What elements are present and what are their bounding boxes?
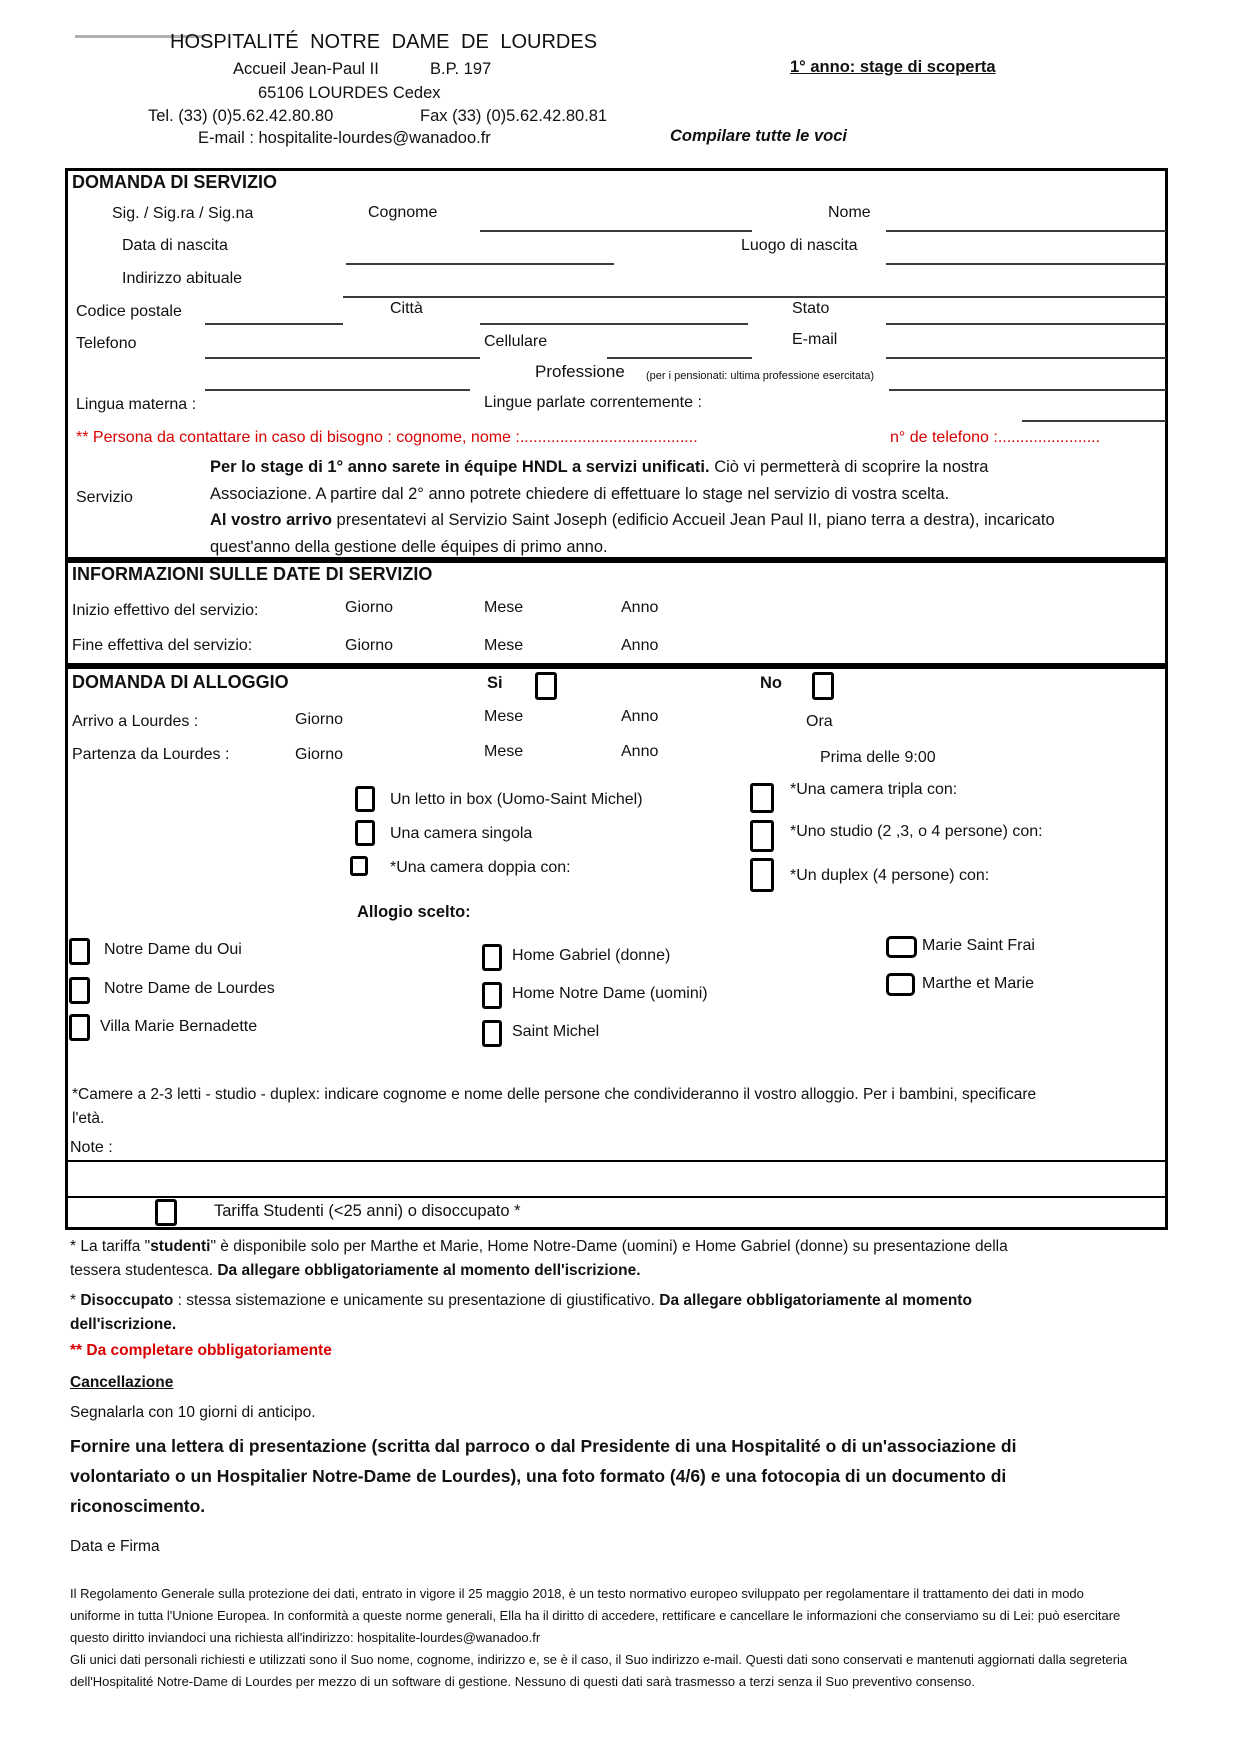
checkbox-villa-marie-bernadette[interactable]: [69, 1014, 90, 1041]
org-title: HOSPITALITÉ NOTRE DAME DE LOURDES: [170, 31, 598, 53]
marthe-et-marie-label: Marthe et Marie: [922, 975, 1035, 992]
header-accueil: Accueil Jean-Paul II: [233, 60, 379, 78]
gdpr-line3: questo diritto inviandoci una richiesta all'indirizzo: hospitalite-lourdes@wanadoo.fr: [70, 1630, 541, 1645]
fornire-line1: Fornire una lettera di presentazione (scritta dal parroco o dal Presidente di una Hospitalité o di un'associazione di: [70, 1436, 1017, 1456]
disoccupato-footnote-line1: [70, 1292, 972, 1311]
camere-note-line2: l'età.: [72, 1110, 105, 1127]
red-mandatory-note: ** Da completare obbligatoriamente: [70, 1342, 332, 1359]
emergency-phone-label: n° de telefono :.......................: [890, 429, 1101, 446]
email-field-label: E-mail: [792, 331, 838, 348]
disocc-mid: : stessa sistemazione e unicamente su presentazione di giustificativo.: [173, 1292, 660, 1309]
gdpr-line5: dell'Hospitalité Notre-Dame di Lourdes per mezzo di un software di gestione. Nessuno di questi dati sarà trasmesso a terzi senza il Suo preventivo consenso.: [70, 1674, 975, 1689]
header-tel: Tel. (33) (0)5.62.42.80.80: [148, 107, 334, 125]
citta-field-line[interactable]: [480, 323, 748, 325]
servizio-paragraph-2: Associazione. A partire dal 2° anno potrete chiedere di effettuare lo stage nel servizio di vostra scelta.: [210, 485, 950, 503]
telefono-field-line[interactable]: [205, 357, 480, 359]
checkbox-alloggio-no[interactable]: [812, 672, 834, 700]
fine-anno-label: Anno: [621, 637, 659, 654]
stato-field-line[interactable]: [886, 323, 1166, 325]
checkbox-marie-saint-frai[interactable]: [886, 936, 917, 958]
checkbox-camera-singola[interactable]: [355, 820, 375, 846]
students-fn-bold: studenti: [150, 1238, 211, 1255]
home-gabriel-label: Home Gabriel (donne): [512, 947, 671, 964]
notre-dame-de-lourdes-label: Notre Dame de Lourdes: [104, 980, 275, 997]
studio-label: *Uno studio (2 ,3, o 4 persone) con:: [790, 823, 1043, 840]
un-letto-in-box-label: Un letto in box (Uomo-Saint Michel): [390, 791, 643, 808]
servizio-p1-bold: Per lo stage di 1° anno sarete in équipe HNDL a servizi unificati.: [210, 458, 710, 476]
arrivo-giorno-label: Giorno: [295, 711, 344, 728]
students-fn2-pre: tessera studentesca.: [70, 1262, 218, 1279]
tariffa-studenti-label: Tariffa Studenti (<25 anni) o disoccupato *: [214, 1202, 521, 1220]
inizio-mese-label: Mese: [484, 599, 524, 616]
students-fn2-bold: Da allegare obbligatoriamente al momento dell'iscrizione.: [217, 1262, 641, 1279]
cognome-label: Cognome: [368, 204, 438, 221]
fine-mese-label: Mese: [484, 637, 524, 654]
disocc-bold: Disoccupato: [80, 1292, 174, 1309]
checkbox-duplex[interactable]: [750, 858, 774, 892]
prima-delle-label: Prima delle 9:00: [820, 749, 936, 766]
cognome-field-line[interactable]: [480, 230, 752, 232]
telefono-label: Telefono: [76, 335, 137, 352]
arrivo-anno-label: Anno: [621, 708, 659, 725]
luogo-nascita-label: Luogo di nascita: [741, 237, 858, 254]
emergency-contact-label: ** Persona da contattare in caso di bisogno : cognome, nome :........................................: [76, 429, 698, 446]
checkbox-marthe-et-marie[interactable]: [886, 973, 915, 996]
camera-tripla-label: *Una camera tripla con:: [790, 781, 958, 798]
lingua-materna-label: Lingua materna :: [76, 396, 197, 413]
nome-field-line[interactable]: [886, 230, 1166, 232]
notre-dame-du-oui-label: Notre Dame du Oui: [104, 941, 242, 958]
note-label: Note :: [70, 1139, 113, 1156]
disoccupato-footnote-line2: dell'iscrizione.: [70, 1316, 177, 1333]
servizio-p3-rest: presentatevi al Servizio Saint Joseph (edificio Accueil Jean Paul II, piano terra a destra), incaricato: [331, 511, 1055, 529]
checkbox-tariffa-studenti[interactable]: [155, 1199, 177, 1226]
students-fn-post: " è disponibile solo per Marthe et Marie, Home Notre-Dame (uomini) e Home Gabriel (donne) su presentazione della: [210, 1238, 1008, 1255]
codice-postale-field-line[interactable]: [205, 323, 343, 325]
camere-note-line1: *Camere a 2-3 letti - studio - duplex: indicare cognome e nome delle persone che condivideranno il vostro alloggio. Per i bambini, specificare: [72, 1086, 1037, 1103]
partenza-giorno-label: Giorno: [295, 746, 344, 763]
cancellazione-title: Cancellazione: [70, 1374, 174, 1391]
arrivo-mese-label: Mese: [484, 708, 524, 725]
camera-singola-label: Una camera singola: [390, 825, 533, 842]
data-firma-label: Data e Firma: [70, 1538, 160, 1555]
codice-postale-label: Codice postale: [76, 303, 182, 320]
telefono-field-line-2[interactable]: [205, 389, 470, 391]
checkbox-camera-doppia[interactable]: [350, 856, 368, 876]
compile-note: Compilare tutte le voci: [670, 127, 847, 145]
nome-label: Nome: [828, 204, 871, 221]
servizio-p1-rest: Ciò vi permetterà di scoprire la nostra: [709, 458, 989, 476]
gdpr-line2: uniforme in tutta l'Unione Europea. In conformità a queste norme generali, Ella ha il diritto di accedere, rettificare e cancellare le informazioni che conserviamo su di Lei: può esercitare: [70, 1608, 1121, 1623]
indirizzo-label: Indirizzo abituale: [122, 270, 243, 287]
professione-field-line[interactable]: [889, 389, 1166, 391]
fornire-line3: riconoscimento.: [70, 1496, 206, 1516]
lodging-si-label: Si: [487, 674, 503, 692]
professione-note: (per i pensionati: ultima professione esercitata): [646, 370, 875, 382]
students-fn-pre: * La tariffa ": [70, 1238, 151, 1255]
arrivo-ora-label: Ora: [806, 713, 833, 730]
checkbox-camera-tripla[interactable]: [750, 783, 774, 813]
checkbox-un-letto-in-box[interactable]: [355, 786, 375, 812]
header-fax: Fax (33) (0)5.62.42.80.81: [420, 107, 608, 125]
luogo-nascita-field-line[interactable]: [886, 263, 1166, 265]
citta-label: Città: [390, 300, 423, 317]
checkbox-home-gabriel[interactable]: [482, 944, 502, 971]
arrivo-label: Arrivo a Lourdes :: [72, 713, 199, 730]
servizio-paragraph-1: [210, 458, 988, 478]
inizio-giorno-label: Giorno: [345, 599, 394, 616]
students-footnote-line1: [70, 1238, 1008, 1257]
checkbox-home-notre-dame[interactable]: [482, 982, 502, 1009]
lingue-parlate-field-line[interactable]: [1022, 420, 1166, 422]
students-footnote-line2: [70, 1262, 641, 1281]
camera-doppia-label: *Una camera doppia con:: [390, 859, 571, 876]
indirizzo-field-line[interactable]: [343, 296, 1166, 298]
lodging-no-label: No: [760, 674, 782, 692]
header-address: 65106 LOURDES Cedex: [258, 84, 441, 102]
inizio-servizio-label: Inizio effettivo del servizio:: [72, 602, 259, 619]
data-nascita-label: Data di nascita: [122, 237, 228, 254]
servizio-paragraph-4: quest'anno della gestione delle équipes di primo anno.: [210, 538, 608, 556]
inizio-anno-label: Anno: [621, 599, 659, 616]
data-nascita-field-line[interactable]: [346, 263, 614, 265]
stage-year-label: 1° anno: stage di scoperta: [790, 58, 996, 76]
email-field-line[interactable]: [886, 357, 1166, 359]
marie-saint-frai-label: Marie Saint Frai: [922, 937, 1035, 954]
servizio-p3-bold: Al vostro arrivo: [210, 511, 332, 529]
servizio-label: Servizio: [76, 489, 133, 506]
gdpr-line1: Il Regolamento Generale sulla protezione dei dati, entrato in vigore il 25 maggio 2018, è un testo normativo europeo sviluppato per regolamentare il trattamento dei dati in modo: [70, 1586, 1084, 1601]
stato-label: Stato: [792, 300, 830, 317]
professione-label: Professione: [535, 362, 625, 381]
fine-giorno-label: Giorno: [345, 637, 394, 654]
saint-michel-label: Saint Michel: [512, 1023, 600, 1040]
header-email: E-mail : hospitalite-lourdes@wanadoo.fr: [198, 129, 491, 147]
disocc-bold2: Da allegare obbligatoriamente al momento: [659, 1292, 972, 1309]
gdpr-line4: Gli unici dati personali richiesti e utilizzati sono il Suo nome, cognome, indirizzo e, se è il caso, il Suo indirizzo e-mail. Questi dati sono conservati e mantenuti aggiornati dalla segreteria: [70, 1652, 1128, 1667]
disocc-pre: *: [70, 1292, 81, 1309]
dates-section-title: INFORMAZIONI SULLE DATE DI SERVIZIO: [72, 564, 433, 584]
lodging-section-title: DOMANDA DI ALLOGGIO: [72, 672, 289, 692]
checkbox-studio[interactable]: [750, 820, 774, 852]
fine-servizio-label: Fine effettiva del servizio:: [72, 637, 253, 654]
partenza-mese-label: Mese: [484, 743, 524, 760]
partenza-label: Partenza da Lourdes :: [72, 746, 230, 763]
checkbox-notre-dame-du-oui[interactable]: [69, 938, 90, 965]
duplex-label: *Un duplex (4 persone) con:: [790, 867, 990, 884]
checkbox-saint-michel[interactable]: [482, 1020, 502, 1047]
note-write-line-1[interactable]: [65, 1160, 1168, 1162]
servizio-paragraph-3: [210, 511, 1055, 531]
cancellazione-text: Segnalarla con 10 giorni di anticipo.: [70, 1404, 316, 1421]
header-bp: B.P. 197: [430, 60, 492, 78]
cellulare-field-line[interactable]: [607, 357, 752, 359]
home-notre-dame-label: Home Notre Dame (uomini): [512, 985, 708, 1002]
fornire-line2: volontariato o un Hospitalier Notre-Dame de Lourdes), una foto formato (4/6) e una fotocopia di un documento di: [70, 1466, 1007, 1486]
service-section-title: DOMANDA DI SERVIZIO: [72, 172, 278, 192]
note-write-line-2[interactable]: [65, 1196, 1168, 1198]
villa-marie-bernadette-label: Villa Marie Bernadette: [100, 1018, 258, 1035]
checkbox-alloggio-si[interactable]: [535, 672, 557, 700]
lingue-parlate-label: Lingue parlate correntemente :: [484, 394, 702, 411]
partenza-anno-label: Anno: [621, 743, 659, 760]
checkbox-notre-dame-de-lourdes[interactable]: [69, 977, 90, 1004]
sig-label: Sig. / Sig.ra / Sig.na: [112, 205, 254, 222]
allogio-scelto-label: Allogio scelto:: [357, 903, 471, 921]
cellulare-label: Cellulare: [484, 333, 548, 350]
